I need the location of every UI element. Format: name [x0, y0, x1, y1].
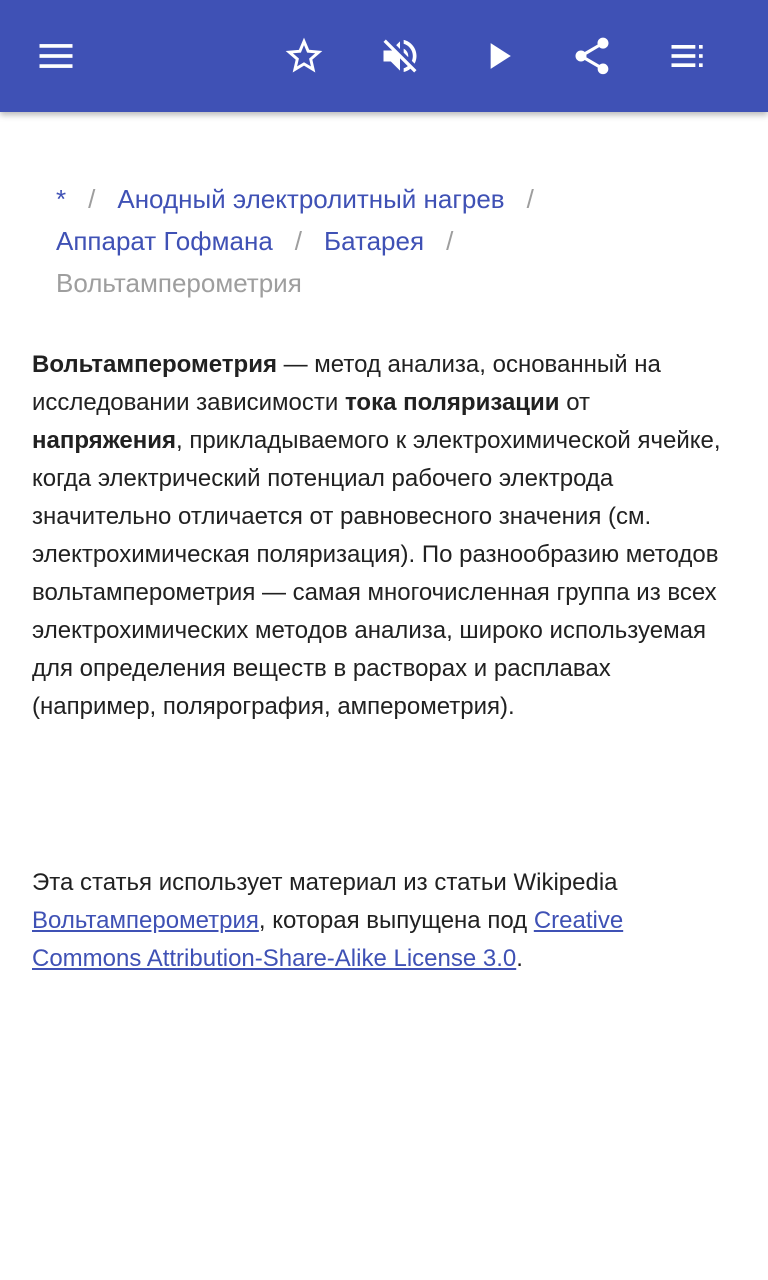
share-icon — [570, 34, 614, 78]
app-bar — [0, 0, 768, 112]
article-term: Вольтамперометрия — [32, 351, 277, 378]
article-text: — метод анализа, основанный на исследовании зависимости — [32, 351, 661, 416]
breadcrumb-current: Вольтамперометрия — [56, 268, 302, 298]
license-link[interactable]: Creative Commons Attribution-Share-Alike License 3.0 — [32, 907, 624, 972]
contents-button[interactable] — [656, 24, 720, 88]
article-body — [32, 346, 736, 726]
breadcrumb — [32, 178, 736, 304]
breadcrumb-separator: / — [526, 184, 534, 214]
breadcrumb-item-root[interactable]: * — [56, 184, 67, 214]
playlist-icon — [666, 34, 710, 78]
breadcrumb-item-anode-heating[interactable]: Анодный электролитный нагрев — [117, 184, 505, 214]
main-content — [32, 112, 736, 978]
hamburger-menu-icon — [34, 34, 78, 78]
share-button[interactable] — [560, 24, 624, 88]
article-bold-term: тока поляризации — [344, 389, 560, 416]
play-button[interactable] — [466, 24, 530, 88]
wikipedia-article-link[interactable]: Вольтамперометрия — [32, 907, 259, 934]
menu-button[interactable] — [24, 24, 88, 88]
attribution-text: Эта статья использует материал из статьи Wikipedia — [32, 869, 618, 896]
breadcrumb-separator: / — [294, 226, 303, 256]
breadcrumb-separator: / — [446, 226, 454, 256]
attribution-text: , которая выпущена под — [258, 907, 534, 934]
article-bold-term: напряжения — [32, 427, 176, 454]
article-text: от — [559, 389, 591, 416]
play-icon — [476, 34, 520, 78]
bookmark-button[interactable] — [272, 24, 336, 88]
breadcrumb-item-battery[interactable]: Батарея — [324, 226, 425, 256]
article-text: , прикладываемого к электрохимической ячейке, когда электрический потенциал рабочего электрода значительно отличается от равновесного значения (см. электрохимическая поляризация). По разнообразию методов вольтамперометрия — самая многочисленная группа из всех электрохимических методов анализа, широко используемая для определения веществ в растворах и расплавах (например, полярография, амперометрия). — [32, 427, 721, 720]
mute-button[interactable] — [368, 24, 432, 88]
star-outline-icon — [282, 34, 326, 78]
breadcrumb-item-hofmann-apparatus[interactable]: Аппарат Гофмана — [56, 226, 273, 256]
attribution-text: . — [516, 945, 523, 972]
breadcrumb-separator: / — [88, 184, 96, 214]
volume-off-icon — [378, 34, 422, 78]
attribution — [32, 864, 736, 978]
